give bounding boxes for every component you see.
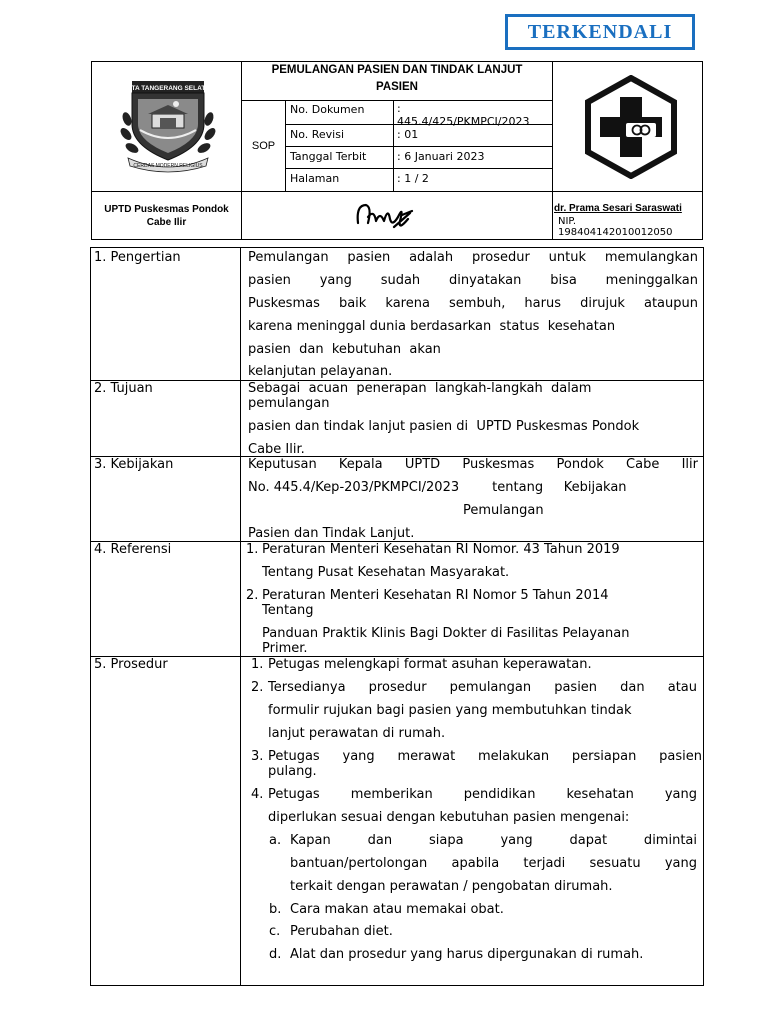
kebijakan-line: Pasien dan Tindak Lanjut. [248,526,415,541]
prosedur-text: Tersedianya prosedur pemulangan pasien dan atau [268,680,697,695]
prosedur-text: pulang. [268,764,317,779]
meta-value-page: : 1 / 2 [397,172,429,185]
pengertian-line: pasien dan kebutuhan akan [248,342,441,357]
section-label-referensi: 4. Referensi [94,542,172,557]
prosedur-text: Petugas melengkapi format asuhan keperawatan. [268,657,592,672]
pengertian-line: Puskesmas baik karena sembuh, harus dirujuk ataupun [248,296,698,311]
referensi-text: Peraturan Menteri Kesehatan RI Nomor. 43 Tahun 2019 [262,542,620,557]
meta-value-doc-number: : 445.4/425/PKMPCI/2023 [397,102,530,128]
prosedur-sub-text: Perubahan diet. [290,924,393,939]
health-ministry-logo [582,75,680,179]
signature [354,197,416,235]
meta-value-revision: : 01 [397,128,419,141]
referensi-text: Primer. [262,641,308,656]
referensi-text: Tentang [262,603,314,618]
referensi-number: 1. [246,542,259,557]
kebijakan-line: No. 445.4/Kep-203/PKMPCI/2023 tentang Kebijakan [248,480,627,495]
prosedur-text: Petugas yang merawat melakukan persiapan pasien [268,749,702,764]
head-nip: NIP. 198404142010012050 [558,216,673,238]
prosedur-sub-number: b. [269,902,282,917]
pengertian-line: kelanjutan pelayanan. [248,364,393,379]
tujuan-line: pemulangan [248,396,330,411]
prosedur-sub-text: Cara makan atau memakai obat. [290,902,504,917]
meta-label-issue-date: Tanggal Terbit [290,150,367,163]
head-name: dr. Prama Sesari Saraswati [554,203,682,214]
prosedur-sub-text: terkait dengan perawatan / pengobatan dirumah. [290,879,613,894]
prosedur-number: 4. [251,787,264,802]
pengertian-line: pasien yang sudah dinyatakan bisa meninggalkan [248,273,698,288]
sop-label: SOP [251,139,276,152]
prosedur-text: formulir rujukan bagi pasien yang membutuhkan tindak [268,703,632,718]
referensi-number: 2. [246,588,259,603]
referensi-text: Tentang Pusat Kesehatan Masyarakat. [262,565,510,580]
meta-value-issue-date: : 6 Januari 2023 [397,150,485,163]
divider [241,100,553,101]
meta-label-page: Halaman [290,172,340,185]
divider [552,62,553,239]
svg-text:CERDAS MODERN RELIGIUS: CERDAS MODERN RELIGIUS [133,163,203,169]
sop-content-table [90,247,704,986]
tujuan-line: Cabe Ilir. [248,442,305,457]
prosedur-sub-text: bantuan/pertolongan apabila terjadi sesuatu yang [290,856,697,871]
referensi-text: Panduan Praktik Klinis Bagi Dokter di Fasilitas Pelayanan [262,626,630,641]
divider [240,248,241,985]
referensi-text: Peraturan Menteri Kesehatan RI Nomor 5 Tahun 2014 [262,588,609,603]
prosedur-number: 3. [251,749,264,764]
prosedur-sub-number: c. [269,924,281,939]
divider [285,168,553,169]
kebijakan-line: Keputusan Kepala UPTD Puskesmas Pondok Cabe Ilir [248,457,698,472]
status-stamp: TERKENDALI [505,14,695,50]
pengertian-line: Pemulangan pasien adalah prosedur untuk memulangkan [248,250,698,265]
document-title: PEMULANGAN PASIEN DAN TINDAK LANJUT PASIEN [271,64,523,93]
organization-name: UPTD Puskesmas Pondok Cabe Ilir [104,203,229,228]
kebijakan-line: Pemulangan [463,503,544,518]
sop-header-table [91,61,703,240]
section-label-pengertian: 1. Pengertian [94,250,181,265]
tujuan-line: Sebagai acuan penerapan langkah-langkah dalam [248,381,592,396]
prosedur-sub-number: d. [269,947,282,962]
prosedur-text: Petugas memberikan pendidikan kesehatan yang [268,787,697,802]
city-crest-logo [118,74,218,176]
divider [285,146,553,147]
prosedur-number: 1. [251,657,264,672]
prosedur-text: lanjut perawatan di rumah. [268,726,446,741]
prosedur-sub-text: Alat dan prosedur yang harus dipergunakan di rumah. [290,947,644,962]
prosedur-text: diperlukan sesuai dengan kebutuhan pasien mengenai: [268,810,630,825]
meta-label-revision: No. Revisi [290,128,345,141]
section-label-kebijakan: 3. Kebijakan [94,457,174,472]
prosedur-sub-number: a. [269,833,282,848]
meta-label-doc-number: No. Dokumen [290,103,365,116]
prosedur-number: 2. [251,680,264,695]
pengertian-line: karena meninggal dunia berdasarkan status kesehatan [248,319,616,334]
section-label-prosedur: 5. Prosedur [94,657,168,672]
prosedur-sub-text: Kapan dan siapa yang dapat dimintai [290,833,697,848]
tujuan-line: pasien dan tindak lanjut pasien di UPTD Puskesmas Pondok [248,419,640,434]
section-label-tujuan: 2. Tujuan [94,381,153,396]
svg-text:KOTA TANGERANG SELATAN: KOTA TANGERANG SELATAN [121,85,215,92]
